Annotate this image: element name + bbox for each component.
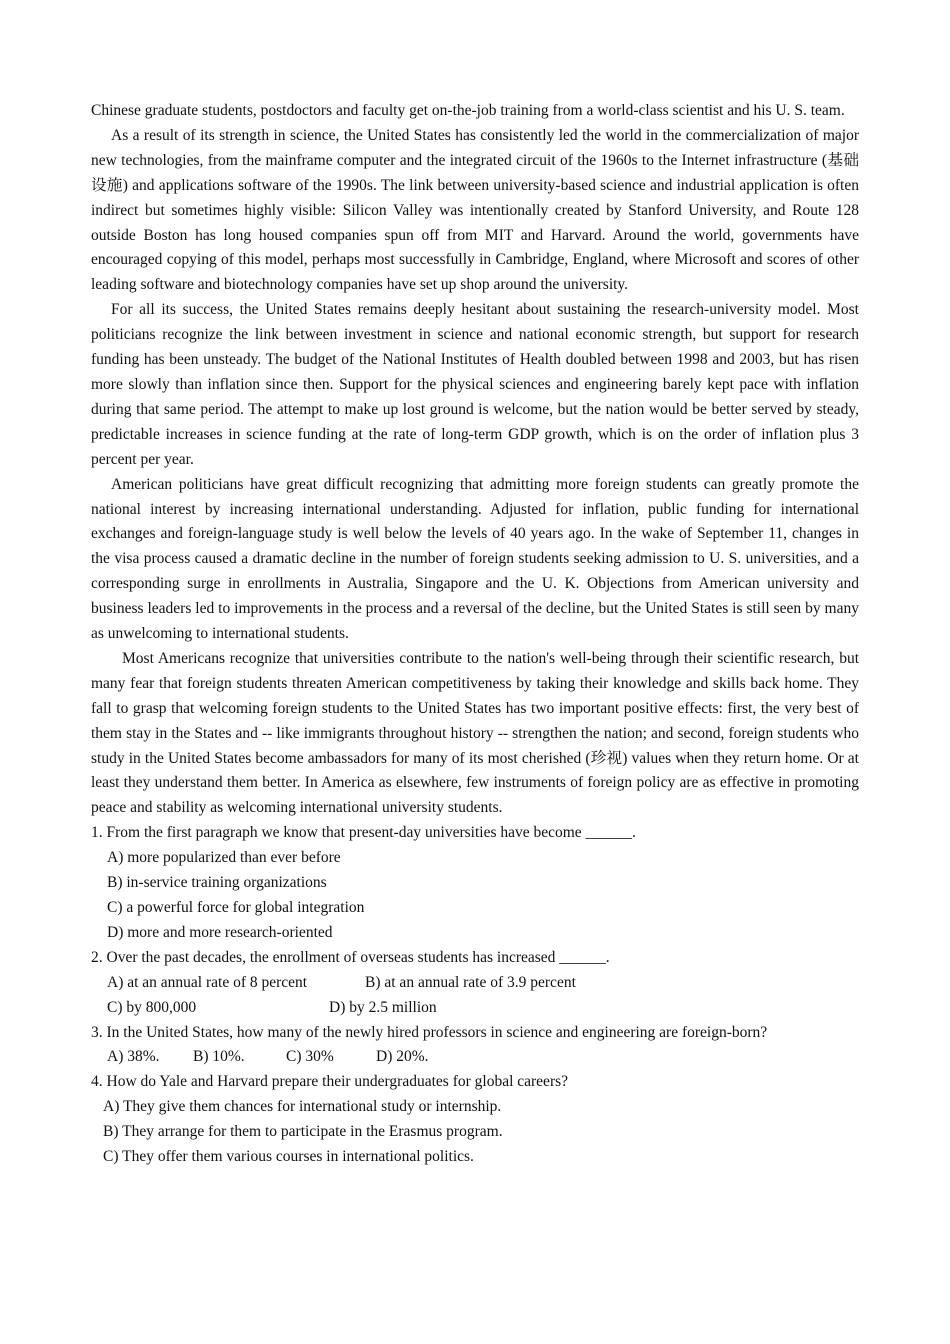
question-4 (91, 1070, 859, 1170)
question-stem: 1. From the first paragraph we know that present-day universities have become ______. (91, 824, 636, 842)
question-3 (91, 1021, 859, 1071)
answer-option-row (91, 1045, 859, 1070)
question-stem: 3. In the United States, how many of the newly hired professors in science and engineering are foreign-born? (91, 1023, 768, 1041)
passage-paragraph: As a result of its strength in science, the United States has consistently led the world in the commercialization of major new technologies, from the mainframe computer and the integrated circuit of the 1960s to the Internet infrastructure (基础设施) and applications software of the 1990s. The link between university-based science and industrial application is often indirect but sometimes highly visible: Silicon Valley was intentionally created by Stanford University, and Route 128 outside Boston has long housed companies spun off from MIT and Harvard. Around the world, governments have encouraged copying of this model, perhaps most successfully in Cambridge, England, where Microsoft and scores of other leading software and biotechnology companies have set up shop around the university. (91, 126, 859, 294)
answer-option: C) by 800,000 (107, 998, 197, 1016)
answer-option: A) They give them chances for international study or internship. (103, 1098, 502, 1116)
question-stem: 4. How do Yale and Harvard prepare their undergraduates for global careers? (91, 1073, 569, 1091)
question-1 (91, 821, 859, 946)
answer-option: C) 30% (286, 1048, 334, 1066)
answer-option: A) more popularized than ever before (107, 849, 341, 867)
passage-paragraph: Most Americans recognize that universities contribute to the nation's well-being through their scientific research, but many fear that foreign students threaten American competitiveness by taking their knowledge and skills back home. They fall to grasp that welcoming foreign students to the United States has two important positive effects: first, the very best of them stay in the States and -- like immigrants throughout history -- strengthen the nation; and second, foreign students who study in the United States become ambassadors for many of its most cherished (珍视) values when they return home. Or at least they understand them better. In America as elsewhere, few instruments of foreign policy are as effective in promoting peace and stability as welcoming international university students. (91, 649, 859, 817)
answer-option: B) 10%. (193, 1048, 245, 1066)
answer-option: C) They offer them various courses in international politics. (103, 1148, 474, 1166)
answer-option: D) by 2.5 million (329, 998, 437, 1016)
passage-paragraph-continuation: Chinese graduate students, postdoctors and faculty get on-the-job training from a world-class scientist and his U. S. team. (91, 102, 845, 119)
question-2 (91, 946, 859, 1021)
answer-option: D) more and more research-oriented (107, 923, 333, 941)
passage-paragraph: American politicians have great difficult recognizing that admitting more foreign students can greatly promote the national interest by increasing international understanding. Adjusted for inflation, public funding for international exchanges and foreign-language study is well below the levels of 40 years ago. In the wake of September 11, changes in the visa process caused a dramatic decline in the number of foreign students seeking admission to U. S. universities, and a corresponding surge in enrollments in Australia, Singapore and the U. K. Objections from American university and business leaders led to improvements in the process and a reversal of the decline, but the United States is still seen by many as unwelcoming to international students. (91, 475, 859, 643)
answer-option: A) at an annual rate of 8 percent (107, 973, 308, 991)
answer-option: A) 38%. (107, 1048, 160, 1066)
answer-option-row (91, 971, 859, 996)
answer-option: C) a powerful force for global integration (107, 899, 365, 916)
question-stem: 2. Over the past decades, the enrollment of overseas students has increased ______. (91, 948, 610, 966)
document-page (91, 99, 859, 1170)
answer-option: B) at an annual rate of 3.9 percent (365, 973, 576, 991)
answer-option: B) They arrange for them to participate in the Erasmus program. (103, 1123, 503, 1141)
answer-option-row (91, 996, 859, 1021)
passage-paragraph: For all its success, the United States remains deeply hesitant about sustaining the research-university model. Most politicians recognize the link between investment in science and national economic strength, but support for research funding has been unsteady. The budget of the National Institutes of Health doubled between 1998 and 2003, but has risen more slowly than inflation since then. Support for the physical sciences and engineering barely kept pace with inflation during that same period. The attempt to make up lost ground is welcome, but the nation would be better served by steady, predictable increases in science funding at the rate of long-term GDP growth, which is on the order of inflation plus 3 percent per year. (91, 301, 859, 468)
answer-option: B) in-service training organizations (107, 874, 327, 892)
answer-option: D) 20%. (376, 1048, 429, 1066)
